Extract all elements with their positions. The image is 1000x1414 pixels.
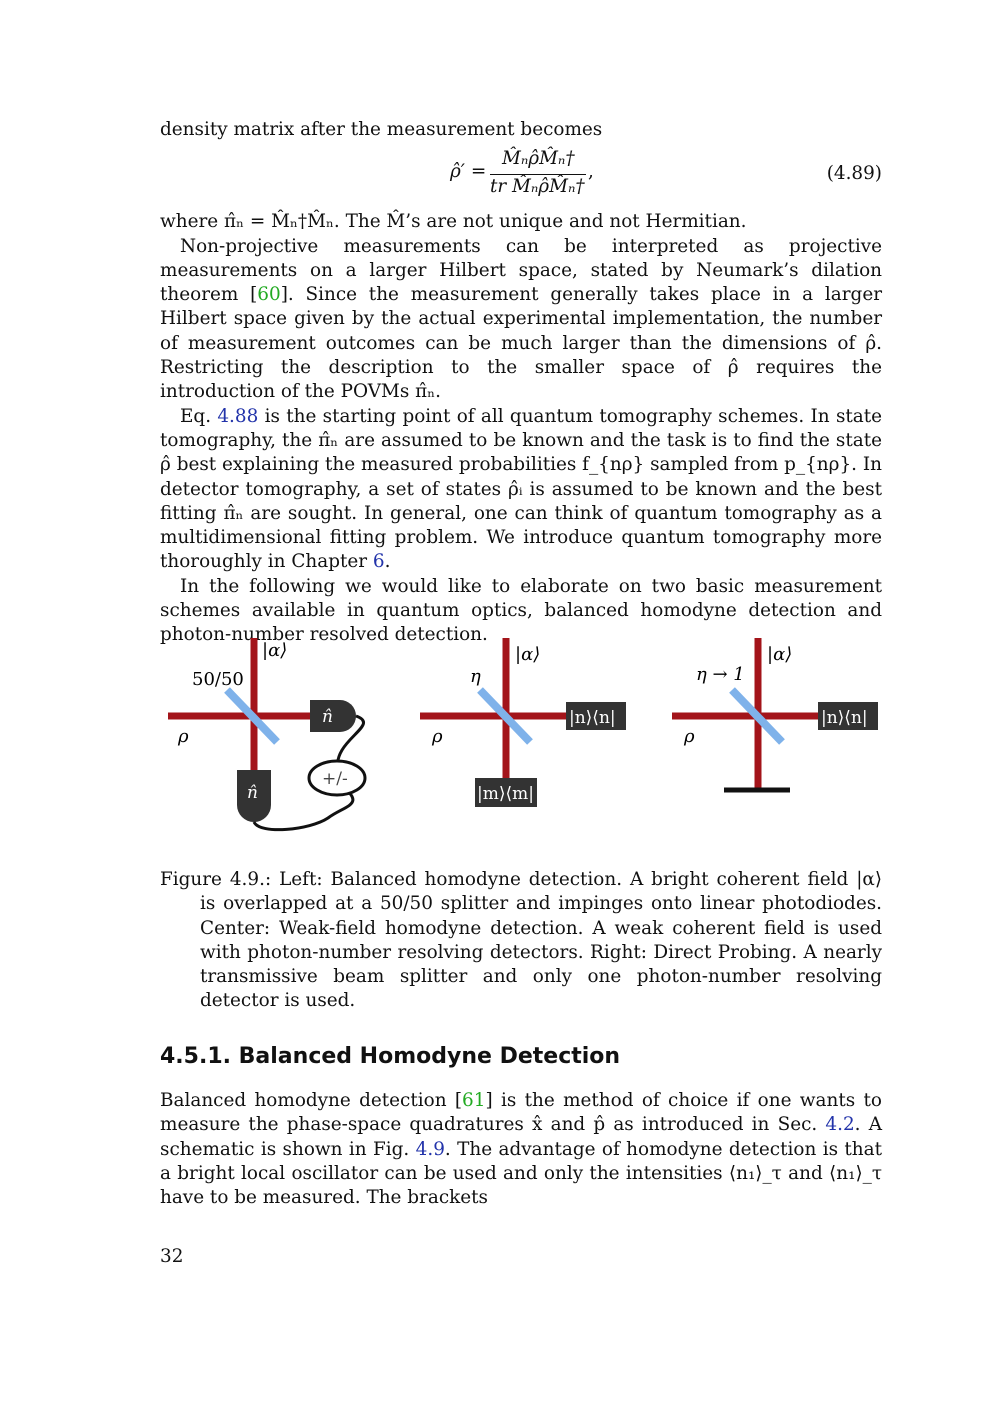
- section-paragraph-1: [160, 1089, 882, 1210]
- citation-link-61[interactable]: 61: [462, 1090, 486, 1111]
- right-alpha-label: |α⟩: [767, 644, 793, 665]
- paragraph-3-text-a: Non-projective measurements can be interpreted as projective measurements on a larger Hilbert space, stated by Neumark’s dilation theorem [: [160, 235, 882, 306]
- figure-link-4-9[interactable]: 4.9: [415, 1138, 445, 1160]
- paragraph-3: [160, 235, 882, 405]
- section-text-c: . A schematic is shown in Fig.: [160, 1114, 882, 1160]
- paragraph-2: where π̂ₙ = M̂ₙ†M̂ₙ. The M̂’s are not unique and not Hermitian.: [160, 211, 747, 233]
- section-heading: 4.5.1. Balanced Homodyne Detection: [160, 1044, 621, 1069]
- center-detector-bottom-label: |m⟩⟨m|: [477, 784, 534, 804]
- chapter-link-6[interactable]: 6: [372, 551, 385, 573]
- right-detector-right-label: |n⟩⟨n|: [821, 708, 868, 728]
- left-difference-label: +/-: [322, 769, 348, 789]
- section-text-a: Balanced homodyne detection [: [160, 1090, 463, 1111]
- caption-text: Left: Balanced homodyne detection. A bright coherent field |α⟩ is overlapped at a 50/50 splitter and impinges onto linear photodiodes. Center: Weak-field homodyne detection. A weak coherent field is used with photon-number resolving detectors. Right: Direct Probing. A nearly transmissive beam splitter and only one photon-number resolving detector is used.: [200, 869, 882, 1012]
- citation-link-60[interactable]: 60: [257, 284, 281, 306]
- center-alpha-label: |α⟩: [515, 644, 541, 665]
- left-rho-label: ρ: [178, 726, 189, 747]
- page-body: [160, 118, 882, 648]
- left-detector-bottom-label: n̂: [247, 783, 258, 803]
- right-rho-label: ρ: [684, 726, 695, 747]
- left-setup: [168, 638, 365, 830]
- left-detector-right: [310, 700, 356, 732]
- paragraph-5: In the following we would like to elaborate on two basic measurement schemes available in quantum optics, balanced homodyne detection and photon-number resolved detection.: [160, 575, 882, 646]
- paragraph-4-text-b: is the starting point of all quantum tomography schemes. In state tomography, the π̂ₙ are assumed to be known and the task is to find the state ρ̂ best explaining the measured probabilities f_{nρ} sampled from p_{nρ}. In detector tomography, a set of states ρ̂ᵢ is assumed to be known and the best fitting π̂ₙ are sought. In general, one can think of quantum tomography as a multidimensional fitting problem. We introduce quantum tomography more thoroughly in Chapter: [160, 405, 883, 573]
- equation-number: (4.89): [826, 163, 882, 185]
- section-link-4-2[interactable]: 4.2: [825, 1114, 855, 1136]
- figure-4-9: [160, 630, 890, 840]
- section-text-d: . The advantage of homodyne detection is that a bright local oscillator can be used and only the intensities ⟨n₁⟩_τ and ⟨n₁⟩_τ have to be measured. The brackets: [160, 1138, 882, 1209]
- left-alpha-label: |α⟩: [262, 640, 288, 661]
- equation-numerator: M̂ₙρ̂M̂ₙ†: [502, 148, 575, 170]
- equation-comma: ,: [588, 161, 594, 183]
- caption-label: Figure 4.9.:: [160, 869, 272, 890]
- equation-lhs: ρ̂′ =: [450, 161, 487, 183]
- paragraph-3-text-b: ]. Since the measurement generally takes place in a larger Hilbert space given by the actual experimental implementation, the number of measurement outcomes can be much larger than the dimensions of ρ̂. Restricting the description to the smaller space of ρ̂ requires the introduction of the POVMs π̂ₙ.: [160, 284, 883, 403]
- left-detector-right-label: n̂: [322, 707, 333, 727]
- paragraph-4-text-c: .: [384, 551, 391, 573]
- center-rho-label: ρ: [432, 726, 443, 747]
- equation-denominator: tr M̂ₙρ̂M̂ₙ†: [490, 176, 585, 198]
- caption-paragraph: [160, 868, 882, 1014]
- paragraph-4-text-a: Eq.: [180, 405, 218, 427]
- section-text-b: ] is the method of choice if one wants to measure the phase-space quadratures x̂ and p̂ as introduced in Sec.: [160, 1090, 882, 1136]
- paragraph-1: density matrix after the measurement becomes: [160, 119, 603, 140]
- center-setup: [420, 638, 626, 807]
- equation-4-89: [160, 146, 882, 208]
- left-ratio-label: 50/50: [192, 669, 244, 690]
- center-detector-right-label: |n⟩⟨n|: [569, 708, 616, 728]
- equation-link-4-88[interactable]: 4.88: [217, 405, 259, 427]
- figure-caption: [160, 868, 882, 1014]
- paragraph-4: [160, 405, 882, 575]
- page-number: 32: [160, 1246, 184, 1267]
- center-eta-label: η: [470, 666, 481, 687]
- right-setup: [672, 638, 878, 790]
- right-eta-label: η → 1: [696, 664, 745, 685]
- section-body: [160, 1089, 882, 1210]
